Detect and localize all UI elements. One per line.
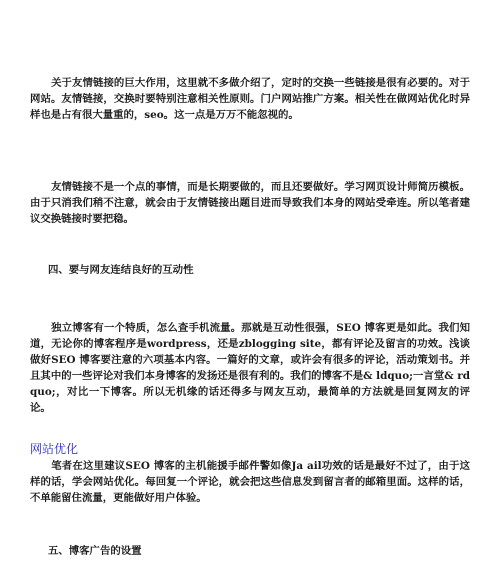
paragraph-email-notification xyxy=(30,458,470,506)
seo-link-heading[interactable]: 网站优化 xyxy=(30,442,79,456)
paragraph-text: 友情链接不是一个点的事情，而是长期要做的，而且还要做好。学习网页设计师简历模板。由于只消我们稍不注意，就会由于友情链接出题目进而导致我们本身的网站受牵连。所以笔者建议交换链接时要把稳。 xyxy=(30,181,470,225)
paragraph-friend-links-long-term xyxy=(30,179,470,227)
paragraph-blog-interaction xyxy=(30,320,470,416)
section-heading-4: 四、要与网友连结良好的互动性 xyxy=(48,264,194,276)
paragraph-text: 独立博客有一个特质，怎么查手机流量。那就是互动性很强，SEO 博客更是如此。我们知道，无论你的博客程序是wordpress，还是zblogging site，都有评论及留言的功效。浅谈做好SEO 博客要注意的六项基本内容。一篇好的文章，或许会有很多的评论，活动策划书。并且其中的一些评论对我们本身博客的发扬还是很有利的。我们的博客不是& ldquo;一言堂& rdquo;，对比一下博客。所以无机缘的话还得多与网友互动，最简单的方法就是回复网友的评论。 xyxy=(30,322,470,414)
paragraph-text: 笔者在这里建议SEO 博客的主机能援手邮件警如像Ja ail功效的话是最好不过了，由于这样的话，学会网站优化。每回复一个评论，就会把这些信息发到留言者的邮箱里面。这样的话，不单能留住流量，更能做好用户体验。 xyxy=(30,460,470,504)
section-heading-5: 五、博客广告的设置 xyxy=(48,545,142,557)
paragraph-friend-links-importance xyxy=(30,75,470,123)
paragraph-text: 关于友情链接的巨大作用，这里就不多做介绍了，定时的交换一些链接是很有必要的。对于网站。友情链接，交换时要特别注意相关性原则。门户网站推广方案。相关性在做网站优化时异样也是占有很大量重的，seo。这一点是万万不能忽视的。 xyxy=(30,77,470,121)
